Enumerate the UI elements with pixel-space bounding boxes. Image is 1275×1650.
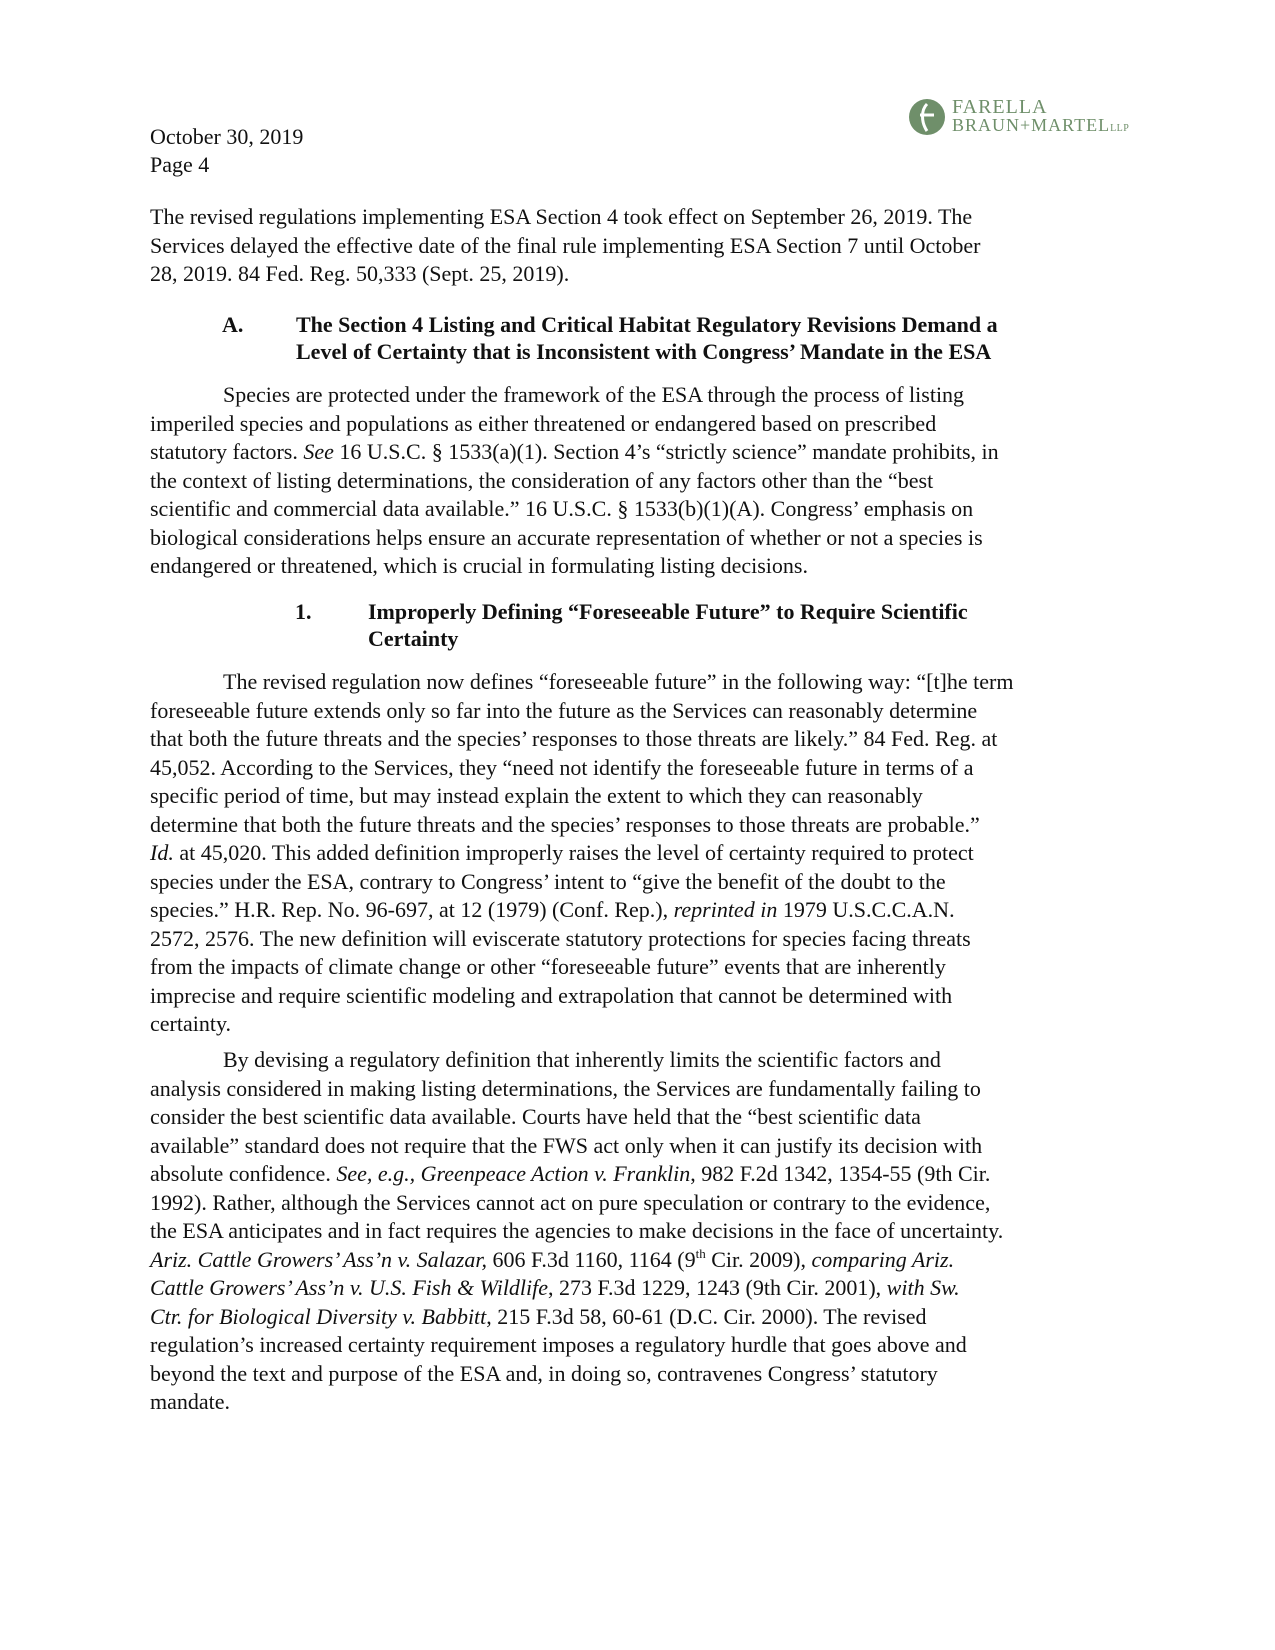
section-a-title-line: Level of Certainty that is Inconsistent with Congress’ Mandate in the ESA xyxy=(296,339,992,364)
case-citation: Ariz. Cattle Growers’ Ass’n v. Salazar, xyxy=(150,1246,487,1272)
paragraph-line: imperiled species and populations as either threatened or endangered based on prescribed xyxy=(150,410,937,436)
paragraph-line: imprecise and require scientific modeling and extrapolation that cannot be determined with xyxy=(150,982,953,1008)
paragraph-line: consider the best scientific data available. Courts have held that the “best scientific data xyxy=(150,1104,921,1129)
paragraph-line: the context of listing determinations, the consideration of any factors other than the “best xyxy=(150,467,934,493)
logo-name-line2 xyxy=(952,115,1129,136)
paragraph-line xyxy=(150,1274,1140,1303)
case-citation: See, e.g., Greenpeace Action v. Franklin xyxy=(336,1161,691,1186)
paragraph-line: mandate. xyxy=(150,1389,231,1414)
text-run: 606 F.3d 1160, 1164 (9 xyxy=(486,1246,696,1272)
citation-signal: reprinted in xyxy=(673,897,778,922)
paragraph-line: species under the ESA, contrary to Congress’ intent to “give the benefit of the doubt to the xyxy=(150,868,946,894)
section-1-title-line: Certainty xyxy=(368,626,459,651)
letter-date: October 30, 2019 xyxy=(150,124,304,149)
citation-signal: See xyxy=(303,439,334,464)
text-run: Cir. 2009), xyxy=(705,1246,812,1272)
intro-line: The revised regulations implementing ESA Section 4 took effect on September 26, 2019. The xyxy=(150,204,973,229)
text-run: 16 U.S.C. § 1533(a)(1). Section 4’s “strictly science” mandate prohibits, in xyxy=(333,439,999,464)
text-run: , 215 F.3d 58, 60-61 (D.C. Cir. 2000). The revised xyxy=(486,1303,927,1329)
paragraph-line: determine that both the future threats and the species’ responses to those threats are probable.” xyxy=(150,811,980,837)
paragraph-line: 45,052. According to the Services, they “need not identify the foreseeable future in terms of a xyxy=(150,754,974,780)
section-1-number: 1. xyxy=(295,599,312,624)
paragraph-line: certainty. xyxy=(150,1011,232,1036)
text-run: 1979 U.S.C.C.A.N. xyxy=(777,897,955,922)
text-run: absolute confidence. xyxy=(150,1161,337,1186)
case-citation: comparing Ariz. xyxy=(811,1246,955,1272)
case-citation: Ctr. for Biological Diversity v. Babbitt xyxy=(150,1303,487,1329)
paragraph-line: Species are protected under the framework of the ESA through the process of listing xyxy=(223,382,965,407)
section-1-heading xyxy=(295,598,1095,654)
page-number: Page 4 xyxy=(150,152,210,177)
paragraph-line: available” standard does not require that the FWS act only when it can justify its decision with xyxy=(150,1132,983,1158)
leaf-logo-icon xyxy=(908,98,946,136)
case-citation: Cattle Growers’ Ass’n v. U.S. Fish & Wildlife xyxy=(150,1275,549,1300)
text-run: , 982 F.2d 1342, 1354-55 (9th Cir. xyxy=(690,1161,991,1186)
section-1-paragraph-2 xyxy=(150,1046,1140,1417)
intro-line: 28, 2019. 84 Fed. Reg. 50,333 (Sept. 25, 2019). xyxy=(150,261,570,286)
paragraph-line: regulation’s increased certainty requirement imposes a regulatory hurdle that goes above and xyxy=(150,1332,967,1357)
logo-partners: BRAUN+MARTEL xyxy=(952,115,1111,135)
citation-id: Id. xyxy=(150,840,174,865)
firm-logo xyxy=(908,98,1148,142)
paragraph-line: 1992). Rather, although the Services cannot act on pure speculation or contrary to the evidence, xyxy=(150,1189,991,1215)
paragraph-line: biological considerations helps ensure an accurate representation of whether or not a species is xyxy=(150,524,983,550)
paragraph-line xyxy=(150,1160,1140,1189)
paragraph-line: The revised regulation now defines “foreseeable future” in the following way: “[t]he term xyxy=(223,669,1014,694)
text-run: , 273 F.3d 1229, 1243 (9th Cir. 2001), xyxy=(548,1275,887,1300)
case-citation: with Sw. xyxy=(886,1275,960,1300)
paragraph-line: from the impacts of climate change or other “foreseeable future” events that are inherently xyxy=(150,954,946,979)
ordinal-suffix: th xyxy=(695,1245,706,1261)
paragraph-line: that both the future threats and the species’ responses to those threats are likely.” 84 Fed. Reg. at xyxy=(150,726,998,751)
paragraph-line: specific period of time, but may instead explain the extent to which they can reasonably xyxy=(150,783,923,808)
section-a-number: A. xyxy=(222,312,244,337)
paragraph-line xyxy=(150,1303,1140,1332)
paragraph-line: 2572, 2576. The new definition will eviscerate statutory protections for species facing threats xyxy=(150,925,971,951)
text-run: statutory factors. xyxy=(150,439,304,464)
logo-llp: LLP xyxy=(1110,123,1130,134)
paragraph-line: foreseeable future extends only so far into the future as the Services can reasonably determine xyxy=(150,697,978,723)
text-run: species.” H.R. Rep. No. 96-697, at 12 (1979) (Conf. Rep.), xyxy=(150,897,674,922)
text-run: at 45,020. This added definition improperly raises the level of certainty required to protect xyxy=(173,840,974,865)
paragraph-line: beyond the text and purpose of the ESA and, in doing so, contravenes Congress’ statutory xyxy=(150,1360,938,1386)
paragraph-line xyxy=(150,896,1140,925)
paragraph-line: the ESA anticipates and in fact requires the agencies to make decisions in the face of uncertainty. xyxy=(150,1218,1004,1243)
section-1-title-line: Improperly Defining “Foreseeable Future” to Require Scientific xyxy=(368,599,968,624)
paragraph-line xyxy=(150,1246,1140,1275)
intro-paragraph xyxy=(150,203,1140,289)
paragraph-line: By devising a regulatory definition that inherently limits the scientific factors and xyxy=(223,1047,941,1072)
logo-name-line1: FARELLA xyxy=(952,96,1048,118)
paragraph-line: scientific and commercial data available.” 16 U.S.C. § 1533(b)(1)(A). Congress’ emphasis on xyxy=(150,496,974,521)
section-a-title-line: The Section 4 Listing and Critical Habitat Regulatory Revisions Demand a xyxy=(296,312,998,337)
paragraph-line xyxy=(150,839,1140,868)
section-a-heading xyxy=(222,311,1122,367)
intro-line: Services delayed the effective date of the final rule implementing ESA Section 7 until October xyxy=(150,232,981,258)
paragraph-line xyxy=(150,438,1140,467)
paragraph-line: analysis considered in making listing determinations, the Services are fundamentally failing to xyxy=(150,1075,981,1101)
section-1-paragraph-1 xyxy=(150,668,1140,1039)
paragraph-line: endangered or threatened, which is crucial in formulating listing decisions. xyxy=(150,553,808,578)
section-a-paragraph xyxy=(150,381,1140,581)
